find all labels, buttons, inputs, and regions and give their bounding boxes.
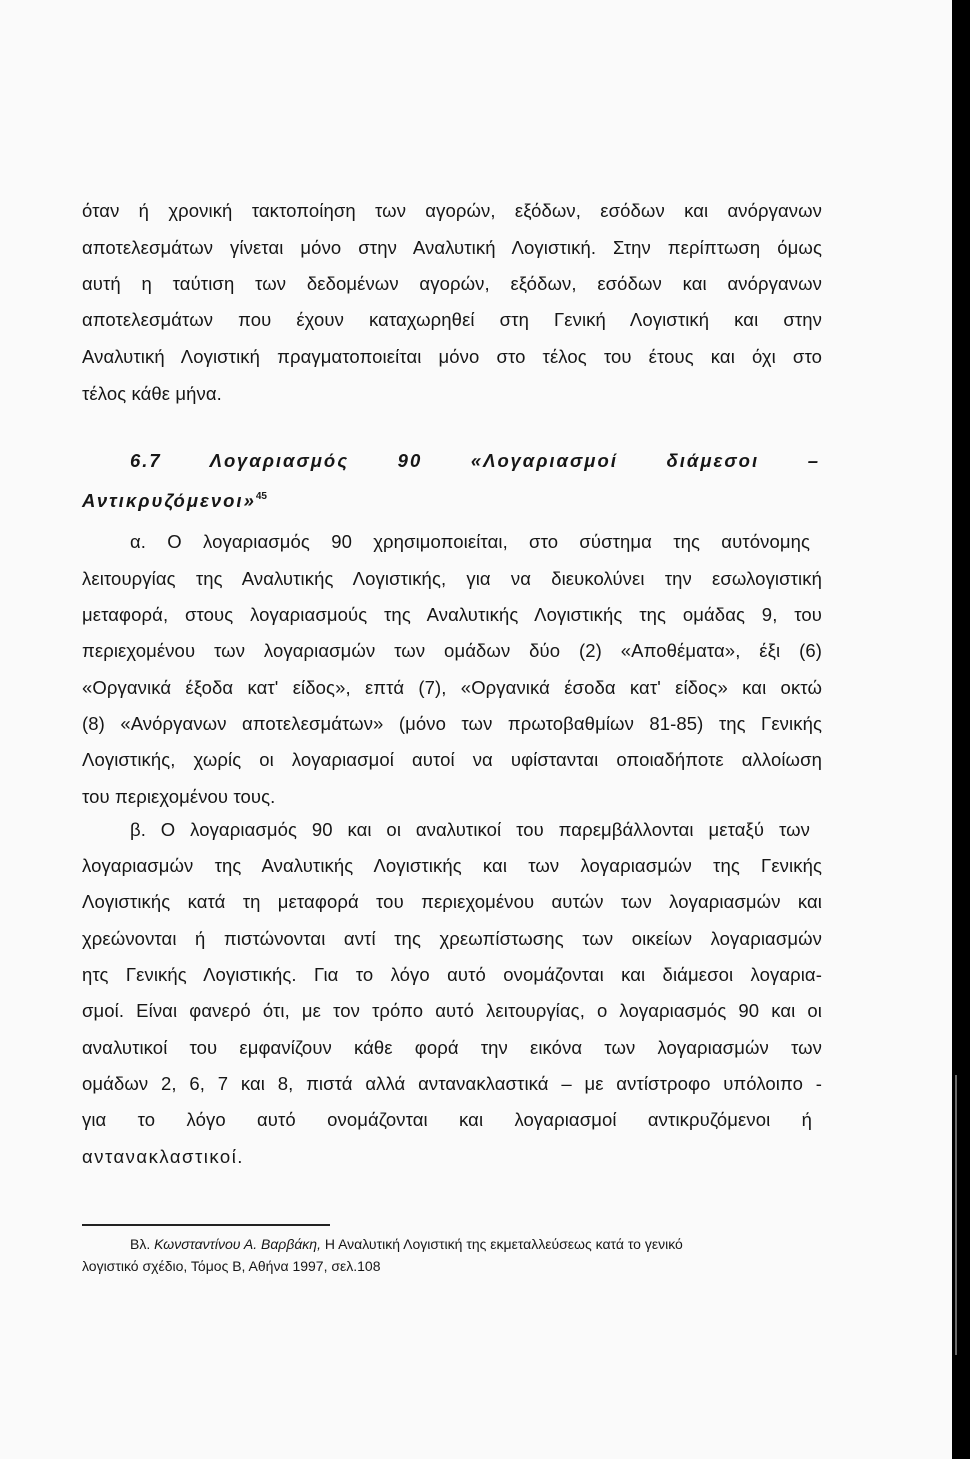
paragraph-1-line-3: αυτή η ταύτιση των δεδομένων αγορών, εξόδων, εσόδων και ανόργανων [82, 273, 822, 294]
paragraph-b-line-5: ητς Γενικής Λογιστικής. Για το λόγο αυτό ονομάζονται και διάμεσοι λογαρια- [82, 964, 822, 985]
paragraph-b-line-10: αντανακλαστικοί. [82, 1146, 244, 1167]
section-heading-line-2 [82, 484, 802, 514]
footnote-line-2: λογιστικό σχέδιο, Τόμος Β, Αθήνα 1997, σελ.108 [82, 1258, 381, 1274]
paragraph-b-line-4: χρεώνονται ή πιστώνονται αντί της χρεωπίστωσης των οικείων λογαριασμών [82, 928, 822, 949]
paragraph-a-line-2: λειτουργίας της Αναλυτικής Λογιστικής, για να διευκολύνει την εσωλογιστική [82, 568, 822, 589]
paragraph-b-line-3: Λογιστικής κατά τη μεταφορά του περιεχομένου αυτών των λογαριασμών και [82, 891, 822, 912]
footnote-line-1 [130, 1234, 870, 1254]
footnote-reference: 45 [255, 491, 267, 502]
paragraph-a-line-6: (8) «Ανόργανων αποτελεσμάτων» (μόνο των πρωτοβαθμίων 81-85) της Γενικής [82, 713, 822, 734]
section-heading-line-2-text: Αντικρυζόμενοι» [82, 490, 256, 511]
paragraph-b-line-6: σμοί. Είναι φανερό ότι, με τον τρόπο αυτό λειτουργίας, ο λογαριασμός 90 και οι [82, 1000, 822, 1021]
paragraph-1-line-6: τέλος κάθε μήνα. [82, 383, 222, 404]
paragraph-b-line-7: αναλυτικοί του εμφανίζουν κάθε φορά την εικόνα των λογαριασμών των [82, 1037, 822, 1058]
paragraph-a-line-5: «Οργανικά έξοδα κατ' είδος», επτά (7), «Οργανικά έσοδα κατ' είδος» και οκτώ [82, 677, 822, 698]
footnote-title: Η Αναλυτική Λογιστική της εκμεταλλεύσεως κατά το γενικό [324, 1236, 683, 1252]
paragraph-1-line-2: αποτελεσμάτων γίνεται μόνο στην Αναλυτική Λογιστική. Στην περίπτωση όμως [82, 237, 822, 258]
paragraph-a-line-7: Λογιστικής, χωρίς οι λογαριασμοί αυτοί να υφίστανται οποιαδήποτε αλλοίωση [82, 749, 822, 770]
paragraph-a-line-4: περιεχομένου των λογαριασμών των ομάδων δύο (2) «Αποθέματα», έξι (6) [82, 640, 822, 661]
paragraph-1-line-4: αποτελεσμάτων που έχουν καταχωρηθεί στη Γενική Λογιστική και στην [82, 309, 822, 330]
paragraph-b-line-8: ομάδων 2, 6, 7 και 8, πιστά αλλά αντανακλαστικά – με αντίστροφο υπόλοιπο - [82, 1073, 822, 1094]
paragraph-b-line-1: β. Ο λογαριασμός 90 και οι αναλυτικοί του παρεμβάλλονται μεταξύ των [130, 819, 810, 840]
paragraph-b-line-2: λογαριασμών της Αναλυτικής Λογιστικής και των λογαριασμών της Γενικής [82, 855, 822, 876]
scan-edge [952, 0, 970, 1459]
paragraph-a-line-1: α. Ο λογαριασμός 90 χρησιμοποιείται, στο σύστημα της αυτόνομης [130, 531, 810, 552]
paragraph-a-line-8: του περιεχομένου τους. [82, 786, 276, 807]
footnote-author: Κωνσταντίνου Α. Βαρβάκη, [154, 1236, 321, 1252]
paragraph-a-line-3: μεταφορά, στους λογαριασμούς της Αναλυτικής Λογιστικής της ομάδας 9, του [82, 604, 822, 625]
paragraph-b-line-9: για το λόγο αυτό ονομάζονται και λογαριασμοί αντικρυζόμενοι ή [82, 1109, 812, 1130]
footnote-rule [82, 1224, 330, 1226]
footnote-prefix: Βλ. [130, 1236, 151, 1252]
paragraph-1-line-1: όταν ή χρονική τακτοποίηση των αγορών, εξόδων, εσόδων και ανόργανων [82, 200, 822, 221]
section-heading-line-1: 6.7 Λογαριασμός 90 «Λογαριασμοί διάμεσοι – [130, 450, 820, 471]
paragraph-1-line-5: Αναλυτική Λογιστική πραγματοποιείται μόνο στο τέλος του έτους και όχι στο [82, 346, 822, 367]
